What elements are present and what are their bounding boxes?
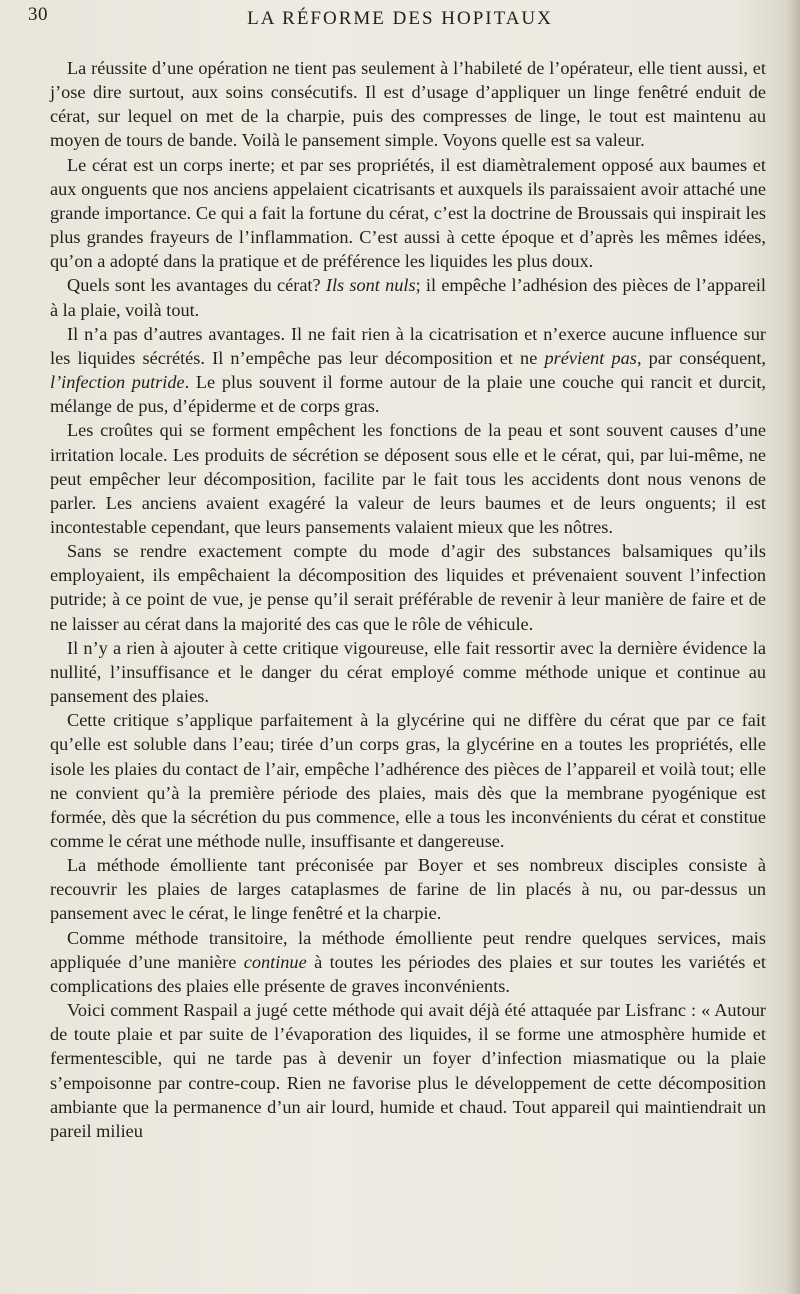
text-run: ; il empêche l’adhésion des pièces de l’appareil à la plaie, voilà tout. xyxy=(50,275,766,320)
paragraph xyxy=(50,636,766,708)
paragraph xyxy=(50,853,766,925)
text-run: , par conséquent, xyxy=(636,347,766,368)
text-run: Quels sont les avantages du cérat? xyxy=(67,275,326,296)
italic-run: prévient pas xyxy=(544,347,637,368)
paragraph xyxy=(50,539,766,636)
paragraph xyxy=(50,322,766,419)
paragraph xyxy=(50,418,766,539)
body-text xyxy=(50,56,766,1143)
paragraph xyxy=(50,273,766,321)
paragraph xyxy=(50,926,766,998)
paragraph xyxy=(50,708,766,853)
paragraph xyxy=(50,998,766,1143)
text-run: Cette critique s’applique parfaitement à la glycérine qui ne diffère du cérat que par ce fait qu’elle est soluble dans l’eau; tirée d’un corps gras, la glycérine en a toutes les propriétés, elle isole les plaies du contact de l’air, empêche l’adhérence des pièces de l’appareil et voilà tout; elle ne convient qu’à la première période des plaies, mais dès que la membrane pyogénique est formée, dès que la sécrétion du pus commence, elle a tous les inconvénients du cérat et constitue comme le cérat une méthode nulle, insuffisante et dangereuse. xyxy=(50,710,766,851)
paragraph xyxy=(50,153,766,274)
text-run: à toutes les périodes des plaies et sur toutes les variétés et complications des plaies elle présente de graves inconvénients. xyxy=(50,951,766,996)
text-run: Les croûtes qui se forment empêchent les fonctions de la peau et sont souvent causes d’une irritation locale. Les produits de sécrétion se déposent sous elle et le cérat, qui, par lui-même, ne peut empêcher leur décomposition, facilite par le fait tous les accidents dont nous venons de parler. Les anciens avaient exagéré la valeur de leurs baumes et de leurs onguents; il est incontestable cependant, que leurs pansements valaient mieux que les nôtres. xyxy=(50,420,766,537)
italic-run: l’infection putride xyxy=(50,372,185,393)
text-run: Il n’a pas d’autres avantages. Il ne fait rien à la cicatrisation et n’exerce aucune influence sur les liquides sécrétés. Il n’empêche pas leur décomposition et ne xyxy=(50,323,766,368)
text-run: Il n’y a rien à ajouter à cette critique vigoureuse, elle fait ressortir avec la dernière évidence la nullité, l’insuffisance et le danger du cérat employé comme méthode unique et continue au pansement des plaies. xyxy=(50,637,766,707)
text-run: Comme méthode transitoire, la méthode émolliente peut rendre quelques services, mais appliquée d’une manière xyxy=(50,927,766,972)
text-run: Le cérat est un corps inerte; et par ses propriétés, il est diamètralement opposé aux baumes et aux onguents que nos anciens appelaient cicatrisants et auxquels ils paraissaient avoir attaché une grande importance. Ce qui a fait la fortune du cérat, c’est la doctrine de Broussais qui inspirait les plus grandes frayeurs de l’inflammation. C’est aussi à cette époque et d’après les mêmes idées, qu’on a adopté dans la pratique et de préférence les liquides les plus doux. xyxy=(50,154,766,272)
paragraph xyxy=(50,56,766,153)
page-number: 30 xyxy=(28,4,48,25)
running-head: LA RÉFORME DES HOPITAUX xyxy=(247,8,553,29)
text-run: Voici comment Raspail a jugé cette méthode qui avait déjà été attaquée par Lisfranc : « Autour de toute plaie et par suite de l’évaporation des liquides, il se forme une atmosphère humide et fermentescible, qui ne tarde pas à devenir un foyer d’infection miasmatique ou la plaie s’empoisonne par contre-coup. Rien ne favorise plus le développement de cette décomposition ambiante que la permanence d’un air lourd, humide et chaud. Tout appareil qui maintiendrait un pareil milieu xyxy=(50,1000,766,1141)
text-run: Sans se rendre exactement compte du mode d’agir des substances balsamiques qu’ils employaient, ils empêchaient la décomposition des liquides et prévenaient souvent l’infection putride; à ce point de vue, je pense qu’il serait préférable de revenir à leur manière de faire et de ne laisser au cérat dans la majorité des cas que le rôle de véhicule. xyxy=(50,541,766,634)
italic-run: Ils sont nuls xyxy=(325,275,416,296)
text-run: La réussite d’une opération ne tient pas seulement à l’habileté de l’opérateur, elle tient aussi, et j’ose dire surtout, aux soins consécutifs. Il est d’usage d’appliquer un linge fenêtré enduit de cérat, sur lequel on met de la charpie, puis des compresses de linge, le tout est maintenu au moyen de tours de bande. Voilà le pansement simple. Voyons quelle est sa valeur. xyxy=(50,58,766,151)
page-edge-shadow xyxy=(786,0,800,1294)
italic-run: continue xyxy=(243,951,307,972)
text-run: . Le plus souvent il forme autour de la plaie une couche qui rancit et durcit, mélange de pus, d’épiderme et de corps gras. xyxy=(50,372,766,417)
text-run: La méthode émolliente tant préconisée par Boyer et ses nombreux disciples consiste à recouvrir les plaies de larges cataplasmes de farine de lin placés à nu, ou par-dessus un pansement avec le cérat, le linge fenêtré et la charpie. xyxy=(50,855,766,924)
